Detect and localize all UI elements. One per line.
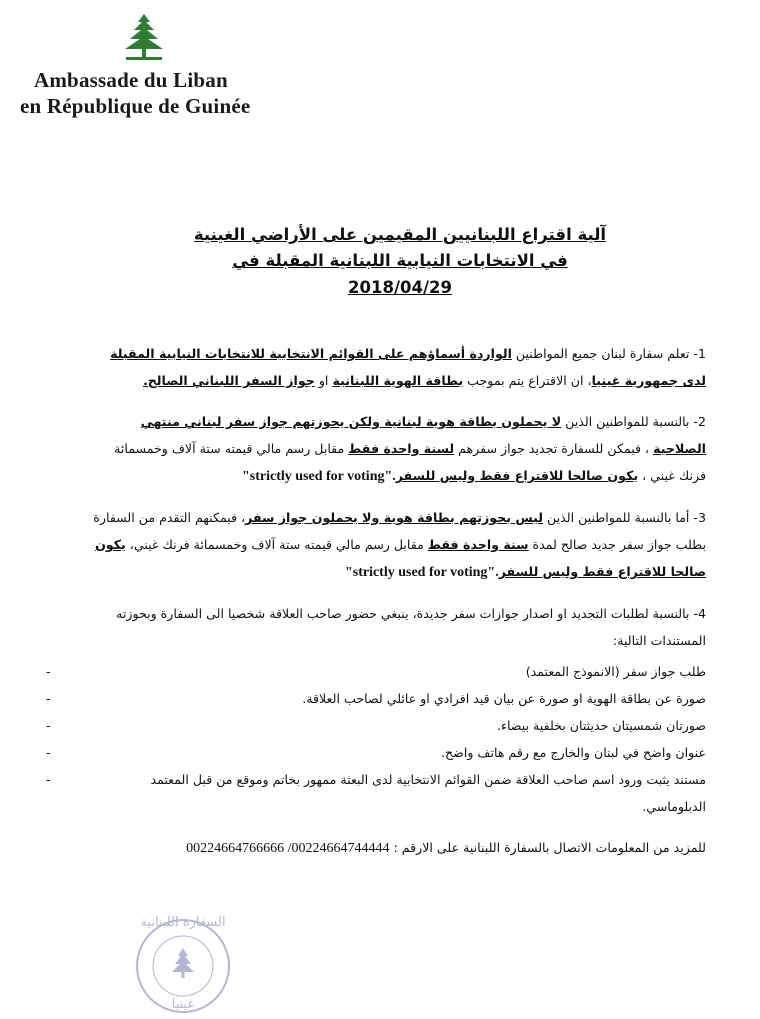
list-item-text: طلب جواز سفر (الانموذج المعتمد): [525, 664, 706, 679]
embassy-name-line2: en République de Guinée: [20, 94, 251, 118]
p3-emphasis: سنة واحدة فقط: [427, 537, 529, 552]
p3-text: 3- أما بالنسبة للمواطنين الذين: [543, 510, 706, 525]
p3-latin-note: "strictly used for voting".: [344, 565, 499, 580]
list-item-text: عنوان واضح في لبنان والخارج مع رقم هاتف واضح.: [441, 745, 706, 760]
p2-latin-note: "strictly used for voting".: [242, 469, 396, 484]
p1-text: ، ان الاقتراع يتم بموجب: [463, 373, 592, 388]
list-item-text: صورتان شمسيتان حديثتان بخلفية بيضاء.: [497, 718, 706, 733]
list-dash-icon: -: [46, 745, 51, 760]
p1-emphasis: بطاقة الهوية اللبنانية: [332, 373, 464, 388]
stamp-text-bottom: غينيا: [171, 997, 195, 1012]
list-dash-icon: -: [46, 718, 51, 733]
list-item: [46, 739, 706, 766]
p2-text: ، فيمكن للسفارة تجديد جواز سفرهم: [454, 441, 654, 456]
p1-emphasis: جواز السفر اللبناني الصالح.: [142, 373, 315, 388]
list-item: [46, 685, 706, 712]
p2-text: مقابل رسم مالي قيمته ستة آلاف وخمسمائة فرنك غيني ،: [114, 441, 706, 483]
stamp-cedar-icon: [172, 948, 194, 978]
list-item: [46, 658, 706, 685]
list-item: [46, 712, 706, 739]
title-line-1: آلية اقتراع اللبنانيين المقيمين على الأراضي الغينية: [193, 225, 607, 244]
paragraph-3: [86, 504, 706, 586]
list-dash-icon: -: [46, 691, 51, 706]
cedar-tree-icon: [116, 12, 172, 68]
p3-text: مقابل رسم مالي قيمته ستة آلاف وخمسمائة فرنك غيني،: [125, 537, 428, 552]
p4-intro: 4- بالنسبة لطلبات التجديد او اصدار جوازات سفر جديدة، ينبغي حضور صاحب العلاقة شخصيا الى السفارة وبحوزته المستندات التالية:: [116, 606, 706, 648]
list-dash-icon: -: [46, 772, 51, 787]
p1-emphasis: الواردة أسماؤهم على القوائم الانتخابية للانتخابات النيابية المقبلة لدى جمهورية غينيا: [110, 346, 706, 388]
p1-text: او: [314, 373, 333, 388]
p2-emphasis: لسنة واحدة فقط: [348, 441, 455, 456]
p2-text: 2- بالنسبة للمواطنين الذين: [561, 414, 706, 429]
phone-numbers: 00224664766666 /00224664744444: [186, 841, 390, 856]
p3-text: ، فيمكنهم التقدم من السفارة بطلب جواز سفر جديد صالح لمدة: [93, 510, 706, 552]
p3-emphasis: يكون صالحا للاقتراع فقط وليس للسفر: [95, 537, 706, 579]
p2-emphasis: يكون صالحا للاقتراع فقط وليس للسفر: [395, 468, 639, 483]
list-item-text: مستند يثبت ورود اسم صاحب العلاقة ضمن القوائم الانتخابية لدى البعثة ممهور بخاتم وموقع من قبل المعتمد الدبلوماسي.: [150, 772, 706, 814]
list-dash-icon: -: [46, 664, 51, 679]
contact-text: للمزيد من المعلومات الاتصال بالسفارة اللبنانية على الارقم :: [389, 840, 706, 855]
embassy-stamp: [108, 904, 258, 1014]
list-item-text: صورة عن بطاقة الهوية او صورة عن بيان قيد افرادي او عائلي لصاحب العلاقة.: [302, 691, 706, 706]
p2-emphasis: لا يحملون بطاقة هوية لبنانية ولكن يحوزتهم جواز سفر لبناني منتهي الصلاحية: [140, 414, 706, 456]
page-title: [180, 222, 620, 301]
embassy-name-line1: Ambassade du Liban: [34, 68, 228, 92]
paragraph-1: [86, 340, 706, 394]
title-line-2: في الانتخابات النيابية اللبنانية المقبلة في 2018/04/29: [232, 251, 568, 297]
paragraph-4: [86, 600, 706, 654]
p1-text: 1- تعلم سفارة لبنان جميع المواطنين: [511, 346, 706, 361]
p3-emphasis: ليس بحوزتهم بطاقة هوية ولا يحملون جواز سفر: [245, 510, 544, 525]
contact-line: [86, 834, 706, 862]
required-documents-list: [46, 658, 706, 820]
list-item: [46, 766, 706, 820]
stamp-text-top: السفارة اللبنانية: [140, 915, 226, 930]
paragraph-2: [86, 408, 706, 490]
document-body: [46, 340, 706, 876]
